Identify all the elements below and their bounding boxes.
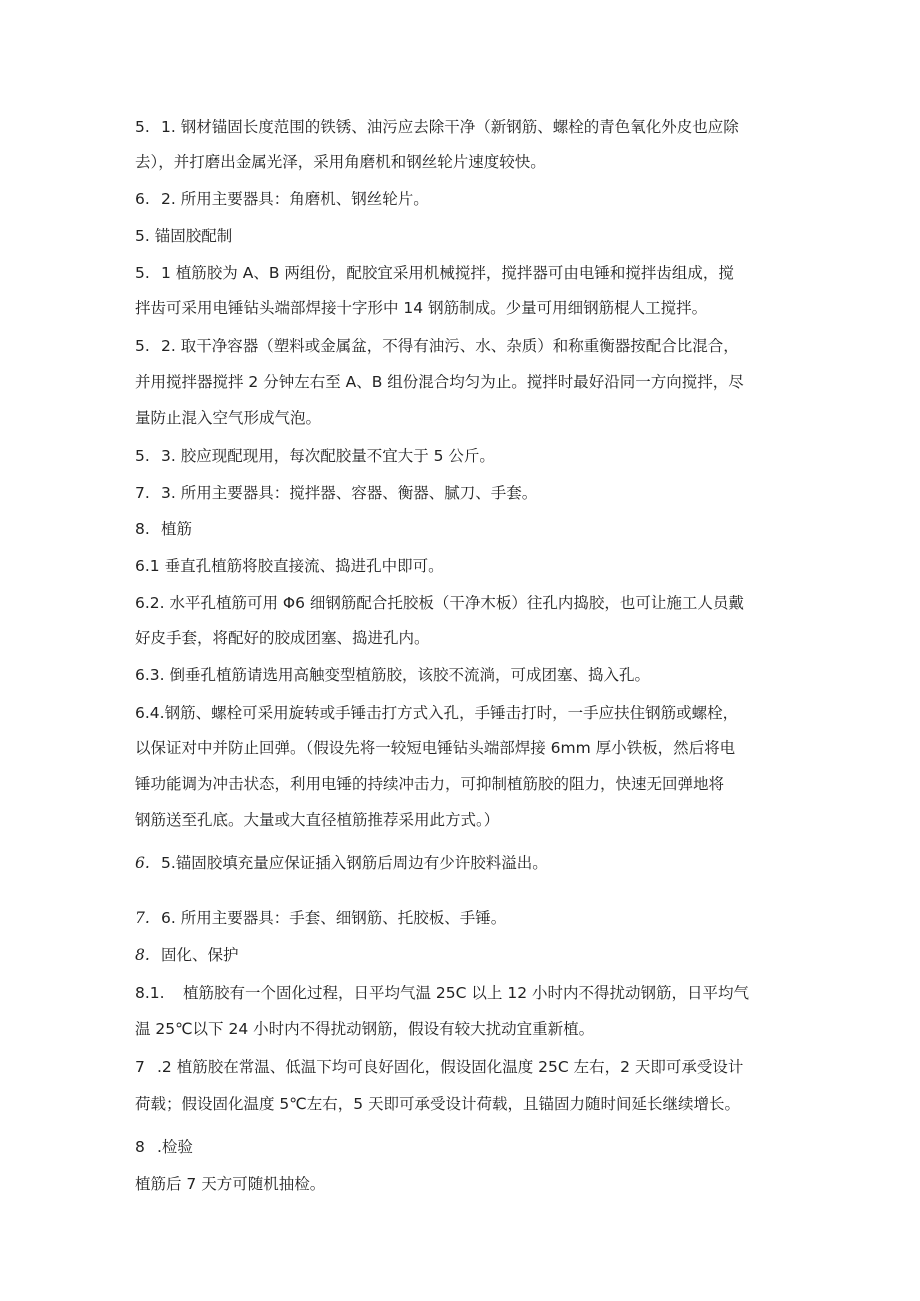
paragraph-line (135, 628, 795, 648)
line-text: 1 植筋胶为 A、B 两组份，配胶宜采用机械搅拌，搅拌器可由电锤和搅拌齿组成，搅 (161, 264, 734, 282)
line-text: 2. 所用主要器具：角磨机、钢丝轮片。 (161, 190, 429, 208)
paragraph-line (135, 298, 795, 318)
item-number: 7. (135, 484, 150, 502)
item-number: 8.1. (135, 984, 165, 1002)
line-text: 6.2. 水平孔植筋可用 Φ6 细钢筋配合托胶板（干净木板）往孔内捣胶，也可让施工人员戴 (135, 594, 744, 612)
paragraph-line (135, 908, 795, 928)
section-heading (135, 1137, 795, 1157)
paragraph-line (135, 703, 795, 723)
item-number: 6. (135, 190, 150, 208)
line-text: 固化、保护 (161, 946, 239, 964)
paragraph-line (135, 774, 795, 794)
line-text: 植筋胶有一个固化过程，日平均气温 25C 以上 12 小时内不得扰动钢筋，日平均气 (183, 984, 749, 1002)
item-number: 8. (135, 946, 150, 964)
line-text: 6. 所用主要器具：手套、细钢筋、托胶板、手锤。 (161, 909, 507, 927)
line-text: 荷载；假设固化温度 5℃左右，5 天即可承受设计荷载，且锚固力随时间延长继续增长。 (135, 1095, 740, 1113)
line-text: 温 25℃以下 24 小时内不得扰动钢筋，假设有较大扰动宜重新植。 (135, 1020, 595, 1038)
line-text: 去），并打磨出金属光泽，采用角磨机和钢丝轮片速度较快。 (135, 153, 546, 171)
paragraph-line (135, 117, 795, 137)
item-number: 5. (135, 264, 150, 282)
item-number: 5. (135, 447, 150, 465)
line-text: 6.4.钢筋、螺栓可采用旋转或手锤击打方式入孔，手锤击打时，一手应扶住钢筋或螺栓， (135, 704, 739, 722)
line-text: 植筋 (161, 520, 193, 538)
line-text: 以保证对中并防止回弹。（假设先将一较短电锤钻头端部焊接 6mm 厚小铁板，然后将电 (135, 739, 736, 757)
item-number: 7. (135, 909, 150, 927)
paragraph-line (135, 1174, 795, 1194)
paragraph-line (135, 853, 795, 873)
paragraph-line (135, 593, 795, 613)
line-text: .检验 (157, 1138, 193, 1156)
paragraph-line (135, 983, 795, 1003)
section-heading (135, 945, 795, 965)
paragraph-line (135, 1019, 795, 1039)
line-text: 6.1 垂直孔植筋将胶直接流、捣进孔中即可。 (135, 557, 444, 575)
section-heading (135, 519, 795, 539)
item-number: 8. (135, 520, 150, 538)
line-text: 钢筋送至孔底。大量或大直径植筋推荐采用此方式。） (135, 811, 500, 829)
paragraph-line (135, 810, 795, 830)
line-text: 3. 所用主要器具：搅拌器、容器、衡器、腻刀、手套。 (161, 484, 538, 502)
line-text: 并用搅拌器搅拌 2 分钟左右至 A、B 组份混合均匀为止。搅拌时最好沿同一方向搅拌，尽 (135, 373, 744, 391)
paragraph-line (135, 738, 795, 758)
line-text: 5.锚固胶填充量应保证插入钢筋后周边有少许胶料溢出。 (161, 854, 548, 872)
line-text: .2 植筋胶在常温、低温下均可良好固化，假设固化温度 25C 左右，2 天即可承受设计 (157, 1058, 744, 1076)
line-text: 锤功能调为冲击状态，利用电锤的持续冲击力，可抑制植筋胶的阻力，快速无回弹地将 (135, 775, 725, 793)
paragraph-line (135, 372, 795, 392)
item-number: 5. (135, 337, 150, 355)
item-number: 5. (135, 118, 150, 136)
paragraph-line (135, 152, 795, 172)
line-text: 拌齿可采用电锤钻头端部焊接十字形中 14 钢筋制成。少量可用细钢筋棍人工搅拌。 (135, 299, 708, 317)
line-text: 好皮手套，将配好的胶成团塞、捣进孔内。 (135, 629, 430, 647)
line-text: 2. 取干净容器（塑料或金属盆，不得有油污、水、杂质）和称重衡器按配合比混合， (161, 337, 739, 355)
item-number: 7 (135, 1058, 145, 1076)
paragraph-line (135, 556, 795, 576)
line-text: 植筋后 7 天方可随机抽检。 (135, 1175, 326, 1193)
paragraph-line (135, 336, 795, 356)
section-heading (135, 226, 795, 246)
paragraph-line (135, 189, 795, 209)
item-number: 6. (135, 854, 150, 872)
line-text: 5. 锚固胶配制 (135, 227, 233, 245)
line-text: 3. 胶应现配现用，每次配胶量不宜大于 5 公斤。 (161, 447, 495, 465)
paragraph-line (135, 1094, 795, 1114)
item-number: 8 (135, 1138, 145, 1156)
line-text: 6.3. 倒垂孔植筋请选用高触变型植筋胶，该胶不流淌，可成团塞、捣入孔。 (135, 666, 651, 684)
line-text: 量防止混入空气形成气泡。 (135, 409, 322, 427)
paragraph-line (135, 483, 795, 503)
line-text: 1. 钢材锚固长度范围的铁锈、油污应去除干净（新钢筋、螺栓的青色氧化外皮也应除 (161, 118, 739, 136)
paragraph-line (135, 263, 795, 283)
paragraph-line (135, 665, 795, 685)
paragraph-line (135, 446, 795, 466)
paragraph-line (135, 408, 795, 428)
paragraph-line (135, 1057, 795, 1077)
